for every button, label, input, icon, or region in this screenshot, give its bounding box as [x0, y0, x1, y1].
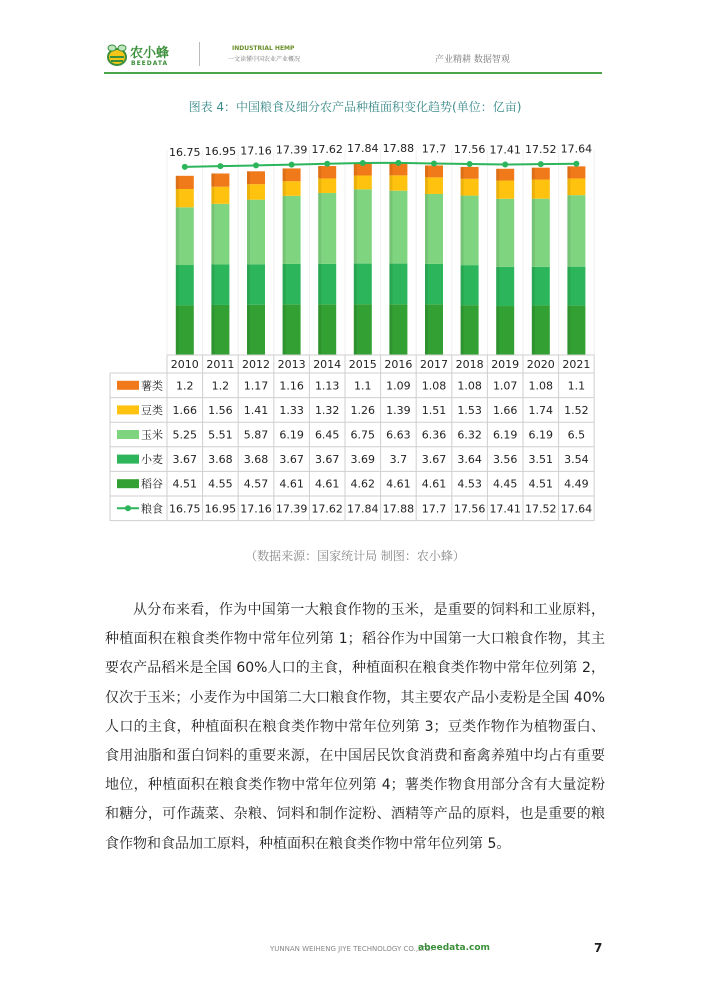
table-cell: 1.33	[279, 403, 304, 417]
footer-url[interactable]: abeedata.com	[418, 943, 490, 953]
bar-segment-shade	[247, 184, 250, 200]
table-cell: 4.57	[243, 477, 269, 491]
line-point	[253, 162, 259, 168]
page-number: 7	[594, 941, 603, 955]
table-cell: 5.25	[172, 428, 198, 442]
table-cell: 17.64	[560, 502, 593, 516]
bar-segment-shade	[247, 264, 250, 304]
bar-segment-shade	[354, 264, 357, 305]
table-cell: 6.36	[421, 428, 447, 442]
table-cell: 3.67	[172, 453, 198, 467]
line-data-label: 16.75	[169, 145, 201, 159]
bar-segment-shade	[496, 169, 499, 181]
table-cell: 17.62	[311, 502, 343, 516]
bar-segment-shade	[461, 305, 464, 355]
table-cell: 4.53	[457, 477, 482, 491]
line-data-label: 17.52	[525, 143, 557, 157]
table-cell: 6.19	[528, 428, 554, 442]
x-tick-label: 2011	[206, 358, 235, 371]
table-cell: 16.75	[169, 502, 201, 516]
table-cell: 6.19	[279, 428, 304, 442]
line-data-label: 16.95	[204, 145, 237, 159]
bar-segment-shade	[354, 163, 357, 175]
bar-segment-shade	[176, 305, 179, 355]
line-data-label: 17.7	[421, 142, 447, 156]
table-cell: 4.61	[421, 477, 447, 491]
bar-segment-shade	[176, 176, 179, 189]
x-tick-label: 2010	[170, 358, 199, 371]
table-cell: 1.07	[492, 379, 518, 393]
bar-segment-shade	[425, 264, 428, 304]
table-cell: 3.69	[350, 453, 376, 467]
bar-segment-shade	[496, 306, 499, 355]
bar-segment-shade	[461, 196, 464, 266]
bar-segment-shade	[389, 175, 392, 190]
bar-segment-shade	[461, 265, 464, 305]
legend-swatch	[117, 479, 139, 488]
table-cell: 5.51	[208, 428, 233, 442]
bar-segment-shade	[425, 165, 428, 177]
table-cell: 6.5	[567, 428, 586, 442]
table-cell: 4.45	[492, 477, 518, 491]
bar-segment-shade	[354, 189, 357, 263]
x-tick-label: 2020	[526, 358, 555, 371]
bar-segment-shade	[283, 196, 286, 264]
legend-label: 粮食	[141, 502, 163, 516]
bar-segment-shade	[567, 178, 570, 195]
bar-segment-shade	[176, 189, 179, 207]
bar-segment-shade	[354, 175, 357, 189]
legend-swatch	[117, 405, 139, 414]
table-cell: 1.1	[354, 379, 372, 393]
bar-segment-shade	[247, 305, 250, 355]
line-data-label: 17.39	[275, 143, 308, 157]
table-cell: 6.75	[350, 428, 376, 442]
bar-segment-shade	[283, 304, 286, 355]
table-cell: 1.51	[421, 403, 447, 417]
table-cell: 3.67	[314, 453, 340, 467]
table-cell: 3.67	[279, 453, 304, 467]
bar-segment-shade	[425, 177, 428, 194]
bar-segment-shade	[318, 193, 321, 264]
table-cell: 1.09	[386, 379, 411, 393]
legend-swatch	[117, 381, 139, 390]
data-source: （数据来源：国家统计局 制图：农小蜂）	[245, 549, 465, 563]
line-point	[217, 163, 223, 169]
logo-text: 农小蜂	[130, 46, 170, 61]
bar-segment-shade	[532, 180, 535, 199]
bar-segment-shade	[425, 304, 428, 355]
bar-segment-shade	[532, 168, 535, 180]
table-cell: 3.67	[421, 453, 447, 467]
line-point	[395, 160, 401, 166]
table-cell: 1.39	[386, 403, 411, 417]
header-subtitle: 一文读懂中国农业产业概况	[228, 56, 301, 63]
bar-segment-shade	[211, 264, 214, 304]
x-tick-label: 2016	[384, 358, 413, 371]
legend-label: 薯类	[141, 379, 163, 393]
table-cell: 1.66	[492, 403, 518, 417]
bar-segment-shade	[283, 264, 286, 304]
bar-segment-shade	[461, 179, 464, 196]
bar-segment-shade	[247, 171, 250, 184]
table-cell: 1.08	[528, 379, 554, 393]
table-cell: 17.16	[240, 502, 272, 516]
bar-segment-shade	[211, 174, 214, 187]
line-data-label: 17.88	[382, 141, 415, 155]
bar-segment-shade	[211, 305, 214, 355]
table-cell: 3.64	[457, 453, 482, 467]
line-data-label: 17.56	[453, 142, 486, 156]
legend-swatch	[117, 455, 139, 464]
table-cell: 3.7	[389, 453, 408, 467]
legend-label: 玉米	[141, 428, 163, 442]
table-cell: 6.63	[386, 428, 411, 442]
chart-title: 图表 4：中国粮食及细分农产品种植面积变化趋势(单位：亿亩)	[188, 100, 522, 114]
line-data-label: 17.16	[240, 144, 272, 158]
line-point	[431, 160, 437, 166]
table-cell: 3.51	[528, 453, 554, 467]
table-cell: 17.7	[421, 502, 447, 516]
bar-segment-shade	[461, 167, 464, 179]
bar-segment-shade	[567, 306, 570, 355]
table-cell: 1.41	[243, 403, 269, 417]
bar-segment-shade	[283, 168, 286, 181]
table-cell: 17.52	[525, 502, 557, 516]
table-cell: 4.51	[528, 477, 554, 491]
footer-company: YUNNAN WEIHENG JIYE TECHNOLOGY CO.,LTD.	[270, 945, 433, 953]
table-cell: 6.32	[457, 428, 482, 442]
bar-segment-shade	[496, 267, 499, 306]
table-cell: 1.08	[421, 379, 447, 393]
x-tick-label: 2019	[491, 358, 520, 371]
x-tick-label: 2015	[348, 358, 377, 371]
x-tick-label: 2012	[242, 358, 270, 371]
bar-segment-shade	[532, 305, 535, 355]
table-cell: 1.56	[208, 403, 233, 417]
table-cell: 1.2	[211, 379, 230, 393]
table-cell: 16.95	[204, 502, 237, 516]
bar-segment-shade	[283, 181, 286, 196]
line-point	[324, 161, 330, 167]
line-point	[289, 162, 295, 168]
table-cell: 1.16	[279, 379, 304, 393]
bar-segment-shade	[354, 304, 357, 355]
table-cell: 4.61	[279, 477, 304, 491]
table-cell: 17.39	[275, 502, 308, 516]
table-cell: 3.54	[564, 453, 589, 467]
line-data-label: 17.41	[489, 143, 521, 157]
table-cell: 1.17	[243, 379, 269, 393]
table-cell: 1.2	[176, 379, 194, 393]
legend-label: 稻谷	[141, 477, 163, 491]
table-cell: 17.88	[382, 502, 415, 516]
x-tick-label: 2013	[277, 358, 306, 371]
line-data-label: 17.84	[347, 141, 379, 155]
table-cell: 6.45	[314, 428, 340, 442]
line-point	[467, 161, 473, 167]
table-cell: 1.32	[314, 403, 340, 417]
legend-label: 豆类	[141, 403, 163, 417]
table-cell: 1.66	[172, 403, 198, 417]
bar-segment-shade	[567, 166, 570, 178]
bar-segment-shade	[318, 264, 321, 304]
x-tick-label: 2017	[420, 358, 448, 371]
bar-segment-shade	[211, 187, 214, 204]
legend-label: 小麦	[141, 453, 163, 467]
table-cell: 1.26	[350, 403, 376, 417]
bar-segment-shade	[532, 267, 535, 306]
line-data-label: 17.62	[311, 142, 343, 156]
line-point	[538, 161, 544, 167]
x-tick-label: 2014	[313, 358, 342, 371]
line-point	[360, 160, 366, 166]
logo-english: BEEDATA	[131, 60, 169, 67]
table-cell: 4.61	[386, 477, 411, 491]
line-point	[182, 164, 188, 170]
bar-segment-shade	[247, 200, 250, 265]
bar-segment-shade	[532, 199, 535, 267]
header-slogan: 产业精耕 数据智观	[435, 55, 510, 65]
line-data-label: 17.64	[560, 142, 593, 156]
table-cell: 3.68	[208, 453, 233, 467]
bar-segment-shade	[567, 267, 570, 306]
bar-segment-shade	[389, 264, 392, 305]
bar-segment-shade	[176, 265, 179, 305]
bar-segment-shade	[389, 191, 392, 264]
table-cell: 4.55	[208, 477, 233, 491]
table-cell: 3.56	[492, 453, 518, 467]
table-cell: 5.87	[243, 428, 269, 442]
table-cell: 3.68	[243, 453, 269, 467]
bar-segment-shade	[176, 207, 179, 265]
table-cell: 4.62	[350, 477, 376, 491]
table-cell: 1.08	[457, 379, 482, 393]
bar-segment-shade	[567, 195, 570, 266]
table-cell: 17.41	[489, 502, 521, 516]
line-point	[573, 161, 579, 167]
bar-segment-shade	[496, 199, 499, 267]
table-cell: 4.61	[314, 477, 340, 491]
table-cell: 1.13	[314, 379, 340, 393]
bar-segment-shade	[389, 304, 392, 355]
body-paragraph: 从分布来看，作为中国第一大粮食作物的玉米，是重要的饲料和工业原料，种植面积在粮食类作物中常年位列第 1；稻谷作为中国第一大口粮食作物，其主要农产品稻米是全国 60%人口的主食，种植面积在粮食类作物中常年位列第 2，仅次于玉米；小麦作为中国第二大口粮食作物，其主要农产品小麦粉是全国 40%人口的主食，种植面积在粮食类作物中常年位列第 3；豆类作物作为植物蛋白、食用油脂和蛋白饲料的重要来源，在中国居民饮食消费和畜禽养殖中均占有重要地位，种植面积在粮食类作物中常年位列第 4；薯类作物食用部分含有大量淀粉和糖分，可作蔬菜、杂粮、饲料和制作淀粉、酒精等产品的原料，也是重要的粮食作物和食品加工原料，种植面积在粮食类作物中常年位列第 5。	[105, 602, 605, 852]
bar-segment-shade	[318, 166, 321, 178]
table-cell: 1.74	[528, 403, 554, 417]
bar-segment-shade	[318, 304, 321, 355]
legend-swatch	[117, 430, 139, 439]
table-cell: 4.49	[564, 477, 589, 491]
bar-segment-shade	[389, 163, 392, 175]
bar-segment-shade	[496, 181, 499, 199]
table-cell: 17.56	[453, 502, 486, 516]
bar-segment-shade	[425, 194, 428, 264]
x-tick-label: 2018	[455, 358, 484, 371]
table-cell: 6.19	[492, 428, 518, 442]
bar-segment-shade	[211, 204, 214, 265]
table-cell: 1.1	[567, 379, 586, 393]
table-cell: 17.84	[347, 502, 379, 516]
line-point	[502, 162, 508, 168]
table-cell: 1.52	[564, 403, 589, 417]
bar-segment-shade	[318, 178, 321, 193]
table-cell: 4.51	[172, 477, 198, 491]
table-cell: 1.53	[457, 403, 482, 417]
x-tick-label: 2021	[562, 358, 591, 371]
header-title-en: INDUSTRIAL HEMP	[232, 45, 295, 52]
legend-line-marker	[125, 505, 131, 511]
